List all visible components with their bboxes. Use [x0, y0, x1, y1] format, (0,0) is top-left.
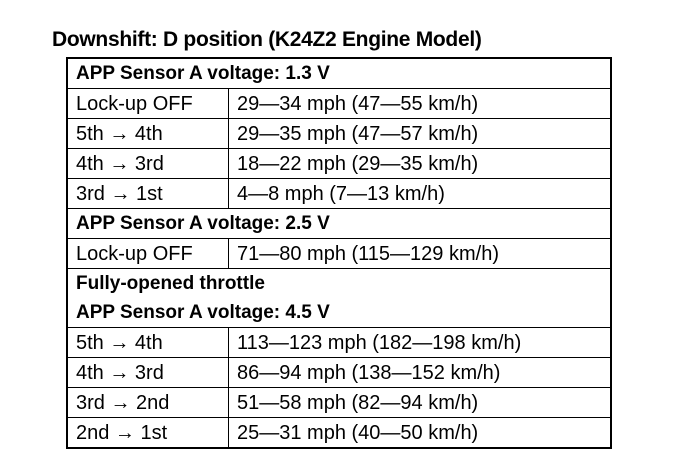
document-title: Downshift: D position (K24Z2 Engine Model) — [52, 28, 482, 51]
section-header-row — [67, 298, 611, 328]
table-row — [67, 119, 611, 149]
shift-speed: 51—58 mph (82—94 km/h) — [229, 388, 612, 418]
table-row — [67, 328, 611, 358]
table-row — [67, 179, 611, 209]
table-row — [67, 239, 611, 269]
shift-label: 3rd → 2nd — [67, 388, 229, 418]
shift-label: 3rd → 1st — [67, 179, 229, 209]
section-header: APP Sensor A voltage: 1.3 V — [67, 58, 611, 89]
shift-speed: 29—34 mph (47—55 km/h) — [229, 89, 612, 119]
section-header-row — [67, 209, 611, 239]
section-header: APP Sensor A voltage: 2.5 V — [67, 209, 611, 239]
shift-speed: 4—8 mph (7—13 km/h) — [229, 179, 612, 209]
shift-speed: 18—22 mph (29—35 km/h) — [229, 149, 612, 179]
shift-speed: 113—123 mph (182—198 km/h) — [229, 328, 612, 358]
section-subheader: APP Sensor A voltage: 4.5 V — [67, 298, 611, 328]
shift-speed: 71—80 mph (115—129 km/h) — [229, 239, 612, 269]
shift-speed: 86—94 mph (138—152 km/h) — [229, 358, 612, 388]
shift-label: Lock-up OFF — [67, 239, 229, 269]
shift-label: 4th → 3rd — [67, 149, 229, 179]
table-row — [67, 388, 611, 418]
table-row — [67, 358, 611, 388]
shift-label: 4th → 3rd — [67, 358, 229, 388]
section-header-row — [67, 269, 611, 299]
table-row — [67, 418, 611, 449]
shift-speed: 25—31 mph (40—50 km/h) — [229, 418, 612, 449]
table-row — [67, 89, 611, 119]
shift-label: Lock-up OFF — [67, 89, 229, 119]
shift-label: 5th → 4th — [67, 328, 229, 358]
table-row — [67, 149, 611, 179]
downshift-speed-table — [66, 57, 612, 449]
shift-label: 5th → 4th — [67, 119, 229, 149]
section-header-row — [67, 58, 611, 89]
section-header: Fully-opened throttle — [67, 269, 611, 299]
shift-label: 2nd → 1st — [67, 418, 229, 449]
shift-speed: 29—35 mph (47—57 km/h) — [229, 119, 612, 149]
